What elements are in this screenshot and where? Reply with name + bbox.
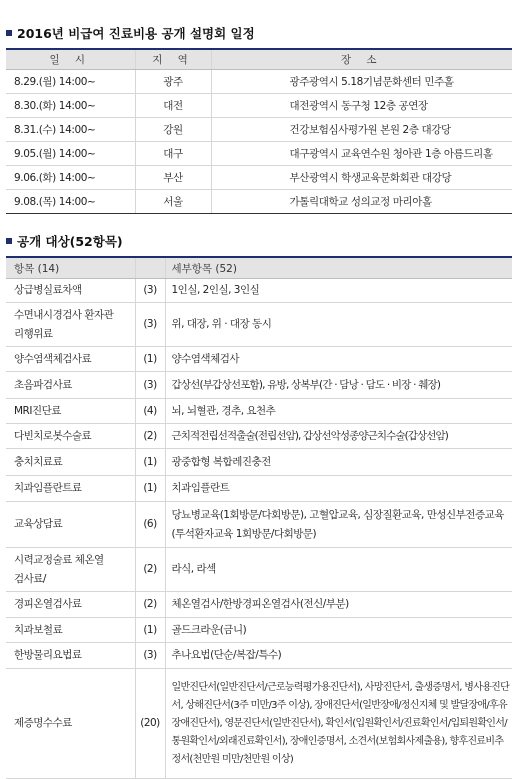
- target-row: [6, 669, 512, 779]
- target-detail: 양수염색체검사: [165, 347, 512, 372]
- target-count: (1): [135, 449, 165, 476]
- schedule-region: 대구: [135, 142, 211, 166]
- schedule-date: 8.29.(월) 14:00~: [6, 70, 135, 94]
- schedule-place: 대구광역시 교육연수원 청아관 1층 아름드리홀: [211, 142, 512, 166]
- target-count: (1): [135, 476, 165, 502]
- target-detail: 치과임플란트: [165, 476, 512, 502]
- target-row: [6, 502, 512, 548]
- target-item: [6, 548, 135, 592]
- schedule-title: 2016년 비급여 진료비용 공개 설명회 일정: [17, 26, 255, 41]
- schedule-place: 광주광역시 5.18기념문화센터 민주홀: [211, 70, 512, 94]
- schedule-place: 건강보험심사평가원 본원 2층 대강당: [211, 118, 512, 142]
- target-item: 양수염색체검사료: [6, 347, 135, 372]
- schedule-header-row: [6, 49, 512, 70]
- target-count: (2): [135, 424, 165, 449]
- target-row: [6, 279, 512, 303]
- schedule-row: [6, 190, 512, 214]
- schedule-place: 대전광역시 동구청 12층 공연장: [211, 94, 512, 118]
- target-item: 한방물리요법료: [6, 643, 135, 669]
- target-item: 경피온열검사료: [6, 592, 135, 618]
- target-detail: 골드크라운(금니): [165, 618, 512, 643]
- schedule-header-place: 장 소: [211, 49, 512, 70]
- targets-section-title: [6, 232, 512, 250]
- schedule-section-title: [6, 24, 512, 42]
- targets-header-item: 항목 (14): [6, 257, 135, 279]
- target-count: (3): [135, 643, 165, 669]
- target-item: 충치치료료: [6, 449, 135, 476]
- target-detail: 체온열검사/한방경피온열검사(전신/부분): [165, 592, 512, 618]
- target-count: (4): [135, 399, 165, 424]
- target-count: (1): [135, 618, 165, 643]
- schedule-date: 8.30.(화) 14:00~: [6, 94, 135, 118]
- target-count: (3): [135, 303, 165, 347]
- schedule-row: [6, 166, 512, 190]
- target-item: 상급병실료차액: [6, 279, 135, 303]
- target-detail: 갑상선(부갑상선포함), 유방, 상복부(간 · 담낭 · 담도 · 비장 · 췌장): [165, 372, 512, 399]
- target-row: [6, 424, 512, 449]
- target-item: 교육상담료: [6, 502, 135, 548]
- schedule-header-region: 지 역: [135, 49, 211, 70]
- target-row: [6, 449, 512, 476]
- target-count: (3): [135, 279, 165, 303]
- schedule-row: [6, 94, 512, 118]
- schedule-region: 대전: [135, 94, 211, 118]
- target-row: [6, 618, 512, 643]
- schedule-date: 9.08.(목) 14:00~: [6, 190, 135, 214]
- target-detail: 근치적전립선적출술(전립선암), 갑상선악성종양근치수술(갑상선암): [165, 424, 512, 449]
- targets-table: [6, 256, 512, 779]
- target-detail: 추나요법(단순/복잡/특수): [165, 643, 512, 669]
- schedule-region: 강원: [135, 118, 211, 142]
- target-count: (6): [135, 502, 165, 548]
- target-count: (3): [135, 372, 165, 399]
- target-item: 다빈치로봇수술료: [6, 424, 135, 449]
- schedule-place: 가톨릭대학교 성의교정 마리아홀: [211, 190, 512, 214]
- bullet-square-icon: [6, 30, 12, 36]
- target-detail: 라식, 라섹: [165, 548, 512, 592]
- schedule-region: 광주: [135, 70, 211, 94]
- target-count: (20): [135, 669, 165, 779]
- schedule-region: 서울: [135, 190, 211, 214]
- schedule-date: 8.31.(수) 14:00~: [6, 118, 135, 142]
- target-item: 초음파검사료: [6, 372, 135, 399]
- target-row: [6, 347, 512, 372]
- target-row: [6, 303, 512, 347]
- target-count: (2): [135, 592, 165, 618]
- schedule-table: [6, 48, 512, 214]
- targets-title: 공개 대상(52항목): [17, 234, 123, 249]
- target-item: 제증명수수료: [6, 669, 135, 779]
- targets-header-count: [135, 257, 165, 279]
- target-detail: 광중합형 복합레진충전: [165, 449, 512, 476]
- target-row: [6, 399, 512, 424]
- target-detail: 당뇨병교육(1회방문/다회방문), 고혈압교육, 심장질환교육, 만성신부전증교육(투석환자교육 1회방문/다회방문): [165, 502, 512, 548]
- target-row: [6, 476, 512, 502]
- bullet-square-icon: [6, 238, 12, 244]
- target-item: [6, 303, 135, 347]
- schedule-row: [6, 118, 512, 142]
- target-item: 치과보철료: [6, 618, 135, 643]
- target-item: 치과임플란트료: [6, 476, 135, 502]
- schedule-header-date: 일 시: [6, 49, 135, 70]
- schedule-row: [6, 142, 512, 166]
- target-detail: 위, 대장, 위 · 대장 동시: [165, 303, 512, 347]
- target-row: [6, 548, 512, 592]
- target-count: (1): [135, 347, 165, 372]
- schedule-date: 9.05.(월) 14:00~: [6, 142, 135, 166]
- target-row: [6, 372, 512, 399]
- target-item-line: 시력교정술료 체온열검사료/: [14, 553, 104, 585]
- target-item-line: 수면내시경검사 환자관리행위료: [14, 308, 114, 340]
- schedule-row: [6, 70, 512, 94]
- target-detail: 1인실, 2인실, 3인실: [165, 279, 512, 303]
- target-row: [6, 592, 512, 618]
- target-detail: 뇌, 뇌혈관, 경추, 요천추: [165, 399, 512, 424]
- target-row: [6, 643, 512, 669]
- target-count: (2): [135, 548, 165, 592]
- schedule-date: 9.06.(화) 14:00~: [6, 166, 135, 190]
- targets-header-detail: 세부항목 (52): [165, 257, 512, 279]
- schedule-place: 부산광역시 학생교육문화회관 대강당: [211, 166, 512, 190]
- target-detail: 일반진단서(일반진단서/근로능력평가용진단서), 사망진단서, 출생증명서, 병사용진단서, 상해진단서(3주 미만/3주 이상), 장애진단서(일반장애/정신지체 및 발달장애/후유장애진단서), 영문진단서(일반진단서), 확인서(입원확인서/진료확인서/입퇴원확인서/통원확인서/외래진료확인서), 장애인증명서, 소견서(보험회사제출용), 향후진료비추정서(천만원 미만/천만원 이상): [165, 669, 512, 779]
- targets-header-row: [6, 257, 512, 279]
- target-item: MRI진단료: [6, 399, 135, 424]
- schedule-region: 부산: [135, 166, 211, 190]
